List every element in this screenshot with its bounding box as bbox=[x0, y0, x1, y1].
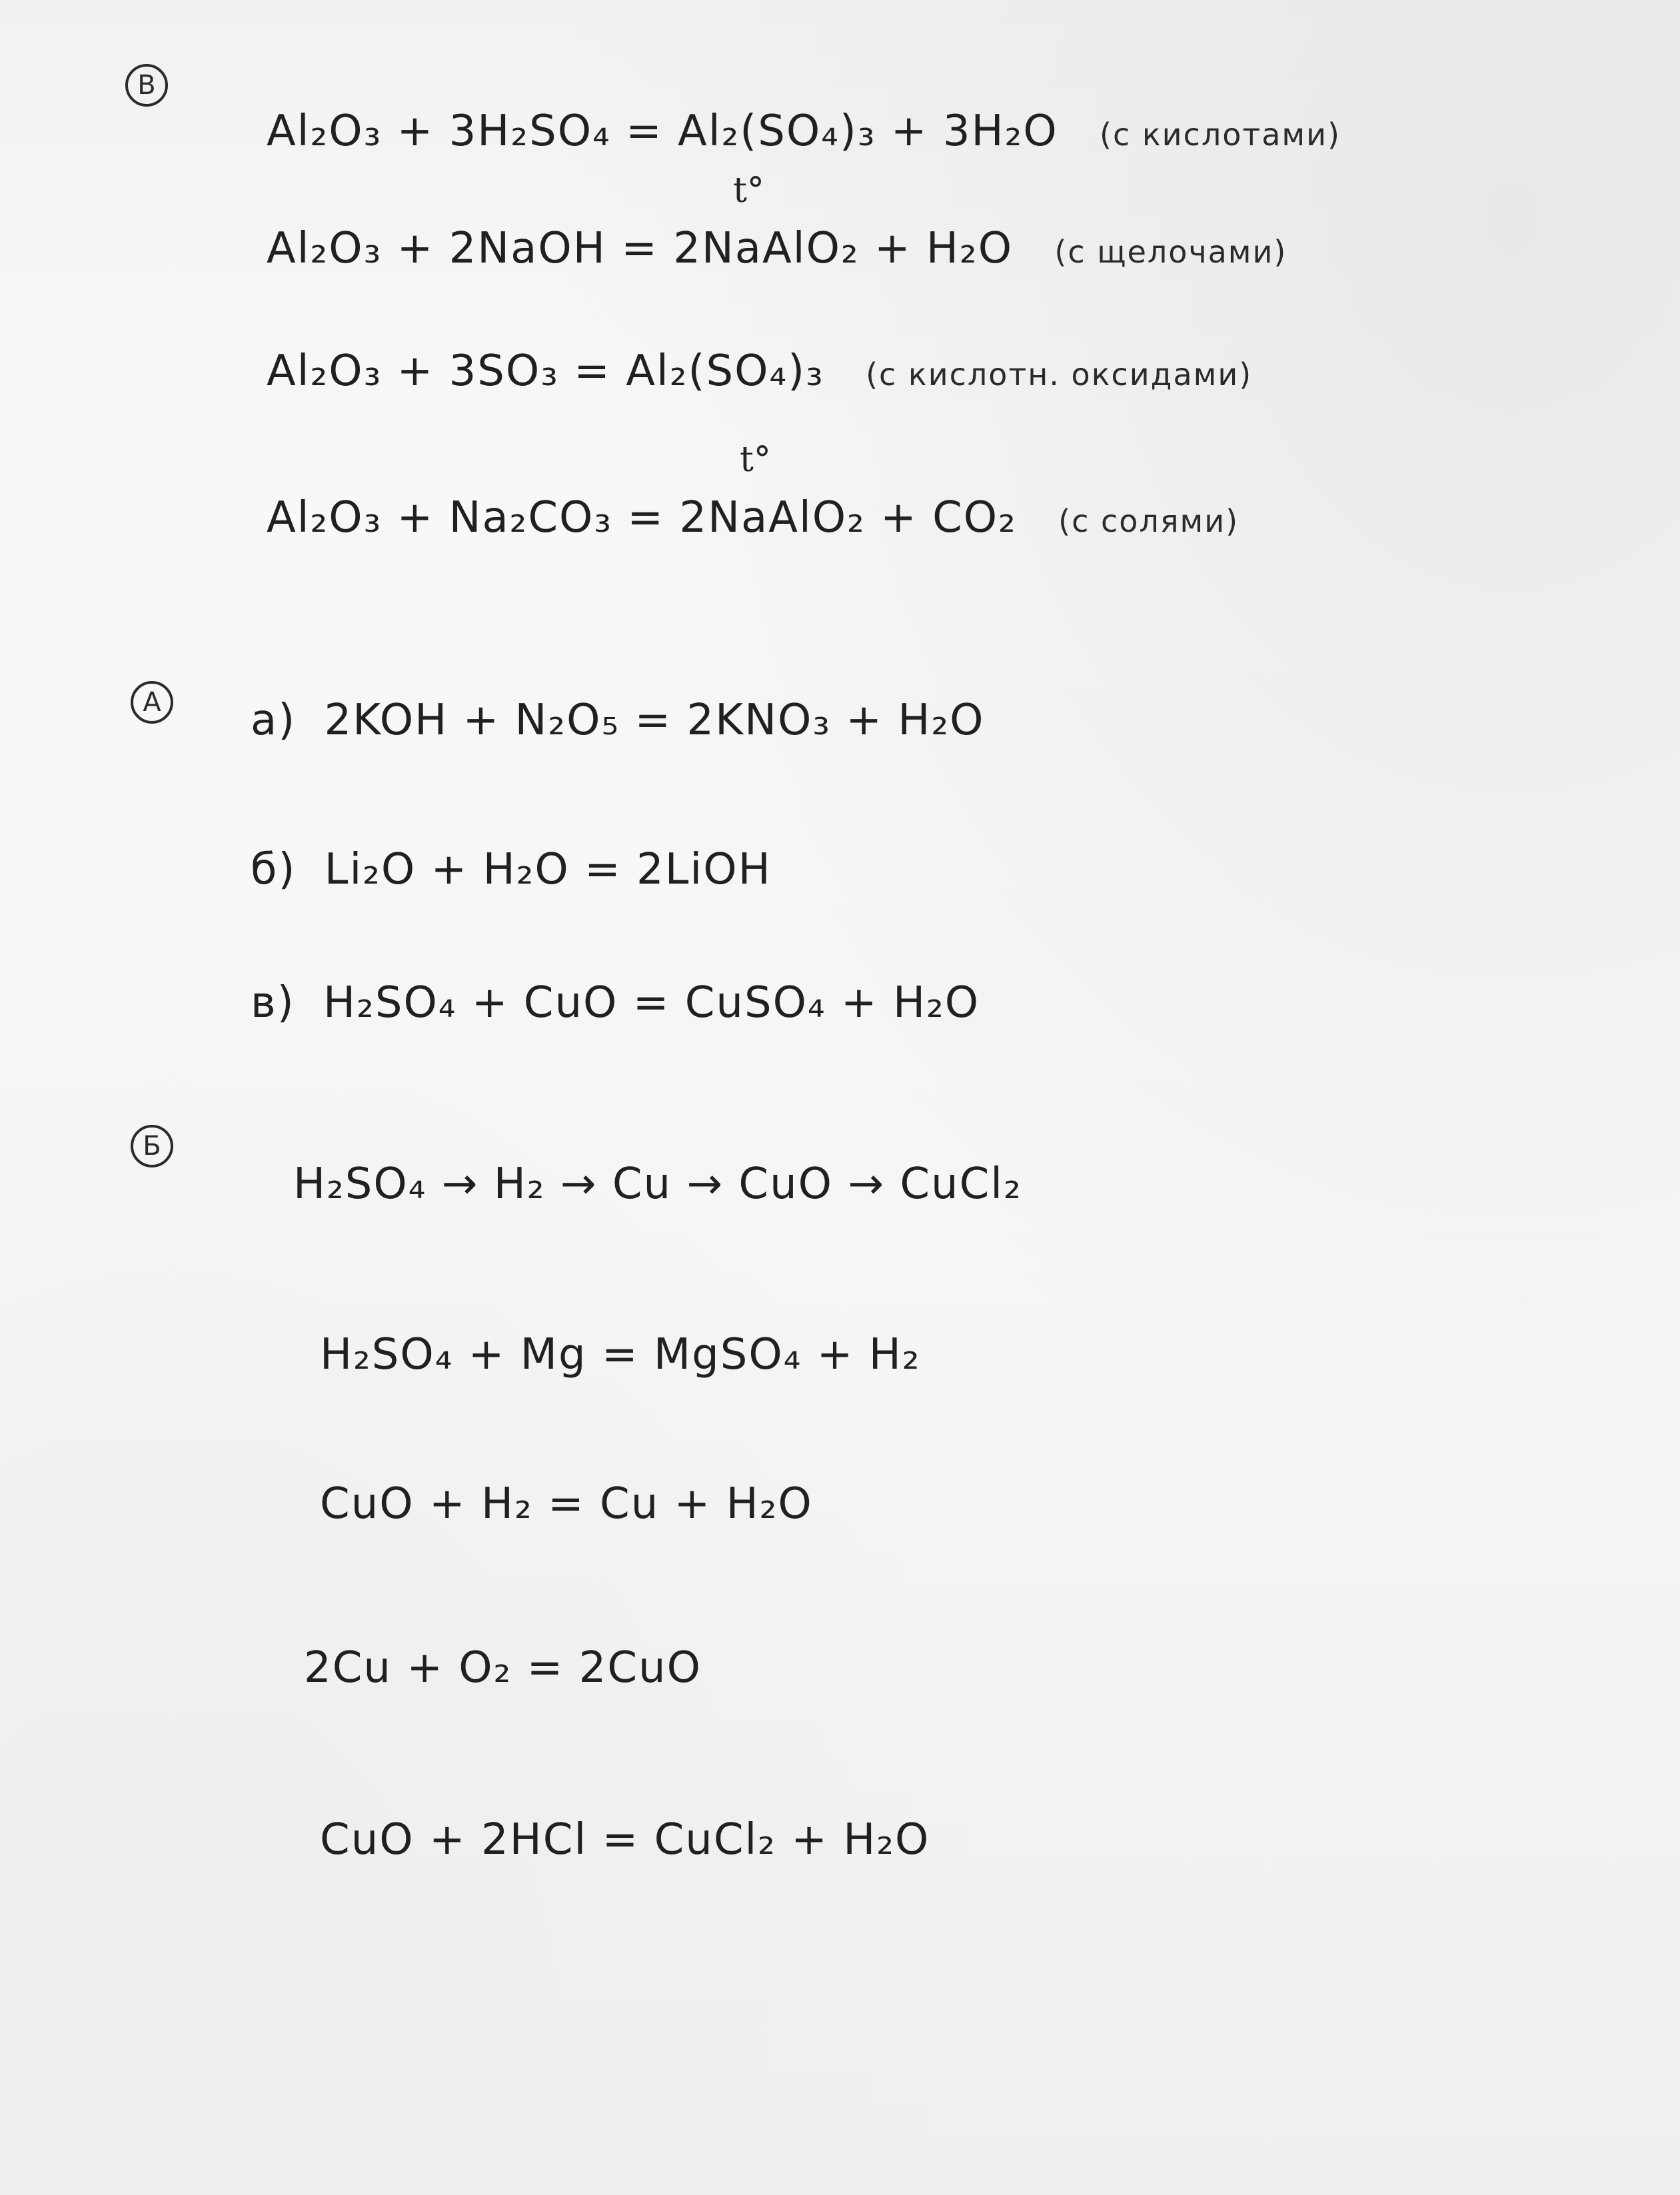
item-prefix: б) bbox=[251, 845, 297, 894]
equation-note: (с кислотами) bbox=[1100, 117, 1341, 153]
section-marker-a: А bbox=[131, 681, 173, 724]
equation-b-4: CuO + 2HCl = CuCl₂ + H₂O bbox=[320, 1815, 930, 1864]
equation-a-3 bbox=[251, 978, 980, 1028]
heat-label-2: t° bbox=[740, 440, 771, 480]
equation-text: Al₂O₃ + 2NaOH = 2NaAlO₂ + H₂O bbox=[267, 224, 1014, 273]
item-prefix: а) bbox=[251, 696, 297, 745]
equation-a-1 bbox=[251, 696, 984, 745]
transformation-chain: H₂SO₄ → H₂ → Cu → CuO → CuCl₂ bbox=[293, 1159, 1022, 1209]
equation-v-3 bbox=[267, 347, 1252, 396]
equation-text: Al₂O₃ + 3H₂SO₄ = Al₂(SO₄)₃ + 3H₂O bbox=[267, 107, 1058, 156]
equation-text: H₂SO₄ + CuO = CuSO₄ + H₂O bbox=[323, 978, 980, 1028]
equation-text: 2KOH + N₂O₅ = 2KNO₃ + H₂O bbox=[324, 696, 985, 745]
item-prefix: в) bbox=[251, 978, 295, 1028]
equation-note: (с солями) bbox=[1058, 503, 1240, 539]
equation-v-1 bbox=[267, 107, 1341, 156]
equation-b-1: H₂SO₄ + Mg = MgSO₄ + H₂ bbox=[320, 1330, 921, 1379]
equation-note: (с щелочами) bbox=[1054, 234, 1287, 270]
equation-note: (с кислотн. оксидами) bbox=[866, 357, 1253, 392]
equation-text: Al₂O₃ + 3SO₃ = Al₂(SO₄)₃ bbox=[267, 347, 824, 396]
section-marker-b: Б bbox=[131, 1125, 173, 1167]
equation-a-2 bbox=[251, 845, 772, 894]
section-marker-v: В bbox=[125, 64, 168, 107]
equation-b-3: 2Cu + O₂ = 2CuO bbox=[304, 1643, 702, 1693]
equation-text: Li₂O + H₂O = 2LiOH bbox=[324, 845, 772, 894]
equation-b-2: CuO + H₂ = Cu + H₂O bbox=[320, 1479, 813, 1529]
equation-text: Al₂O₃ + Na₂CO₃ = 2NaAlO₂ + CO₂ bbox=[267, 493, 1017, 542]
heat-label-1: t° bbox=[733, 171, 764, 211]
equation-v-4 bbox=[267, 493, 1239, 542]
equation-v-2 bbox=[267, 224, 1287, 273]
